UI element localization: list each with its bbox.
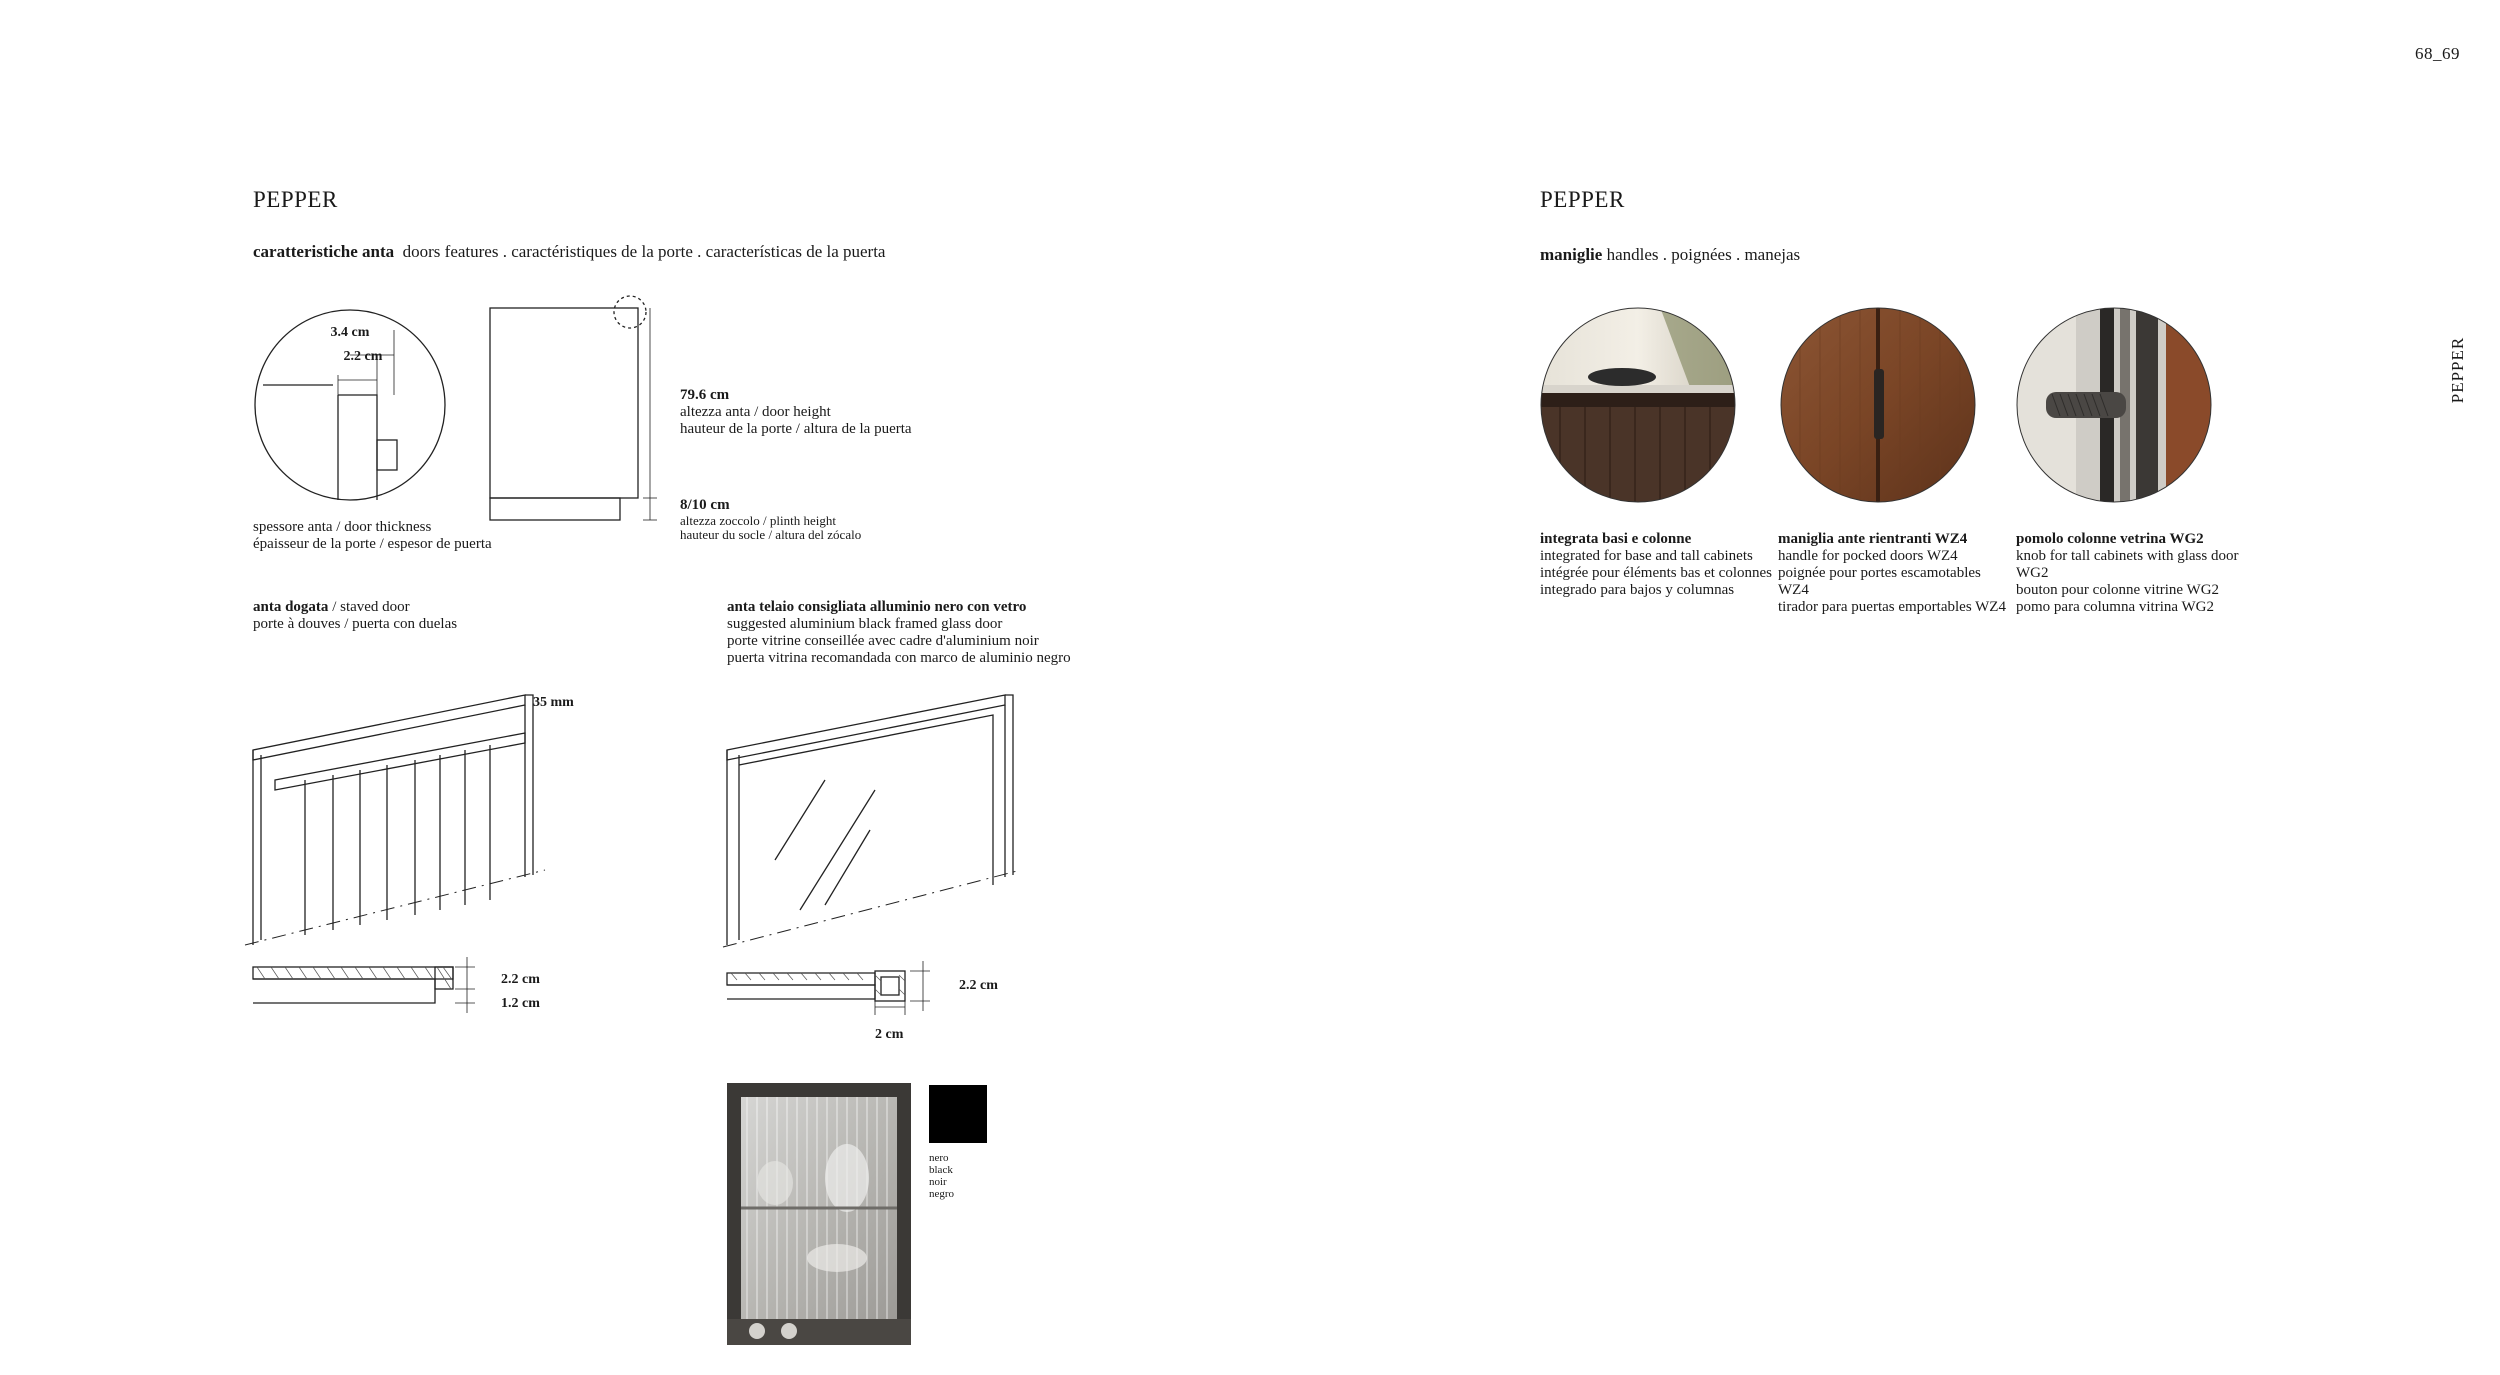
left-subtitle-rest: doors features . caractéristiques de la porte . características de la puerta	[402, 242, 886, 261]
door-height-caption	[680, 387, 912, 438]
staved-title-bold: anta dogata	[253, 599, 329, 615]
handle-title: pomolo colonne vetrina WG2	[2016, 531, 2204, 547]
right-subtitle-bold: maniglie	[1540, 245, 1603, 264]
right-page-title: PEPPER	[1540, 187, 1625, 212]
swatch-name: negro	[929, 1188, 955, 1200]
side-label	[2428, 330, 2488, 410]
handle-photo-wz4	[1780, 307, 1976, 503]
handle-line: tirador para puertas emportables WZ4	[1778, 599, 2006, 615]
staved-dim-b: 1.2 cm	[501, 996, 540, 1011]
glass-door-drawing	[715, 685, 1075, 1060]
door-front-outline	[490, 308, 638, 498]
left-subtitle-bold: caratteristiche anta	[253, 242, 395, 261]
swatch-names	[929, 1152, 954, 1200]
handle-title: integrata basi e colonne	[1540, 531, 1692, 547]
glass-cabinet-photo	[727, 1083, 911, 1345]
door-detail-drawing	[245, 290, 705, 530]
handle-caption-integrated	[1540, 531, 1775, 599]
right-subtitle	[1540, 245, 1800, 265]
plinth-line: altezza zoccolo / plinth height	[680, 513, 836, 528]
staved-line: porte à douves / puerta con duelas	[253, 616, 458, 632]
handle-line: integrado para bajos y columnas	[1540, 582, 1735, 598]
side-label-text: PEPPER	[2448, 336, 2468, 404]
swatch-name: black	[929, 1164, 953, 1176]
right-subtitle-rest: handles . poignées . manejas	[1602, 245, 1801, 264]
door-height-value: 79.6 cm	[680, 387, 730, 403]
swatch-name: nero	[929, 1152, 949, 1164]
staved-dim-top: 35 mm	[533, 695, 574, 710]
thickness-line: spessore anta / door thickness	[253, 519, 432, 535]
glass-dim-h: 2.2 cm	[959, 978, 998, 993]
dim-inner-label: 2.2 cm	[343, 349, 383, 364]
glass-title: anta telaio consigliata alluminio nero con vetro	[727, 599, 1027, 615]
handle-caption-wg2	[2016, 531, 2251, 616]
staved-dim-a: 2.2 cm	[501, 972, 540, 987]
door-height-line: hauteur de la porte / altura de la puerta	[680, 421, 912, 437]
handle-caption-wz4	[1778, 531, 2013, 616]
handle-title: maniglia ante rientranti WZ4	[1778, 531, 1968, 547]
glass-door-caption	[727, 599, 1071, 667]
handle-photo-wg2	[2016, 307, 2212, 503]
thickness-line: épaisseur de la porte / espesor de puerta	[253, 536, 492, 552]
glass-dim-w: 2 cm	[875, 1027, 904, 1042]
plinth-line: hauteur du socle / altura del zócalo	[680, 527, 862, 542]
glass-line: porte vitrine conseillée avec cadre d'aluminium noir	[727, 633, 1039, 649]
handle-line: bouton pour colonne vitrine WG2	[2016, 582, 2220, 598]
glass-line: puerta vitrina recomandada con marco de aluminio negro	[727, 650, 1071, 666]
staved-door-drawing	[235, 685, 595, 1015]
handle-line: pomo para columna vitrina WG2	[2016, 599, 2215, 615]
glass-line: suggested aluminium black framed glass door	[727, 616, 1003, 632]
door-height-line: altezza anta / door height	[680, 404, 831, 420]
left-subtitle	[253, 242, 885, 262]
color-swatch	[929, 1085, 987, 1143]
handle-line: handle for pocked doors WZ4	[1778, 548, 1958, 564]
handle-line: knob for tall cabinets with glass door WG2	[2016, 548, 2239, 581]
page-number: 68_69	[2415, 44, 2460, 63]
dim-outer-label: 3.4 cm	[330, 325, 370, 340]
handle-line: intégrée pour éléments bas et colonnes	[1540, 565, 1773, 581]
handle-photo-integrated	[1540, 307, 1736, 503]
thickness-caption	[253, 519, 492, 553]
staved-door-caption	[253, 599, 457, 633]
handle-line: integrated for base and tall cabinets	[1540, 548, 1753, 564]
staved-title-rest: / staved door	[328, 599, 410, 615]
plinth-value: 8/10 cm	[680, 497, 730, 513]
swatch-name: noir	[929, 1176, 947, 1188]
plinth-caption	[680, 497, 861, 542]
left-page-title: PEPPER	[253, 187, 338, 212]
handle-line: poignée pour portes escamotables WZ4	[1778, 565, 1981, 598]
